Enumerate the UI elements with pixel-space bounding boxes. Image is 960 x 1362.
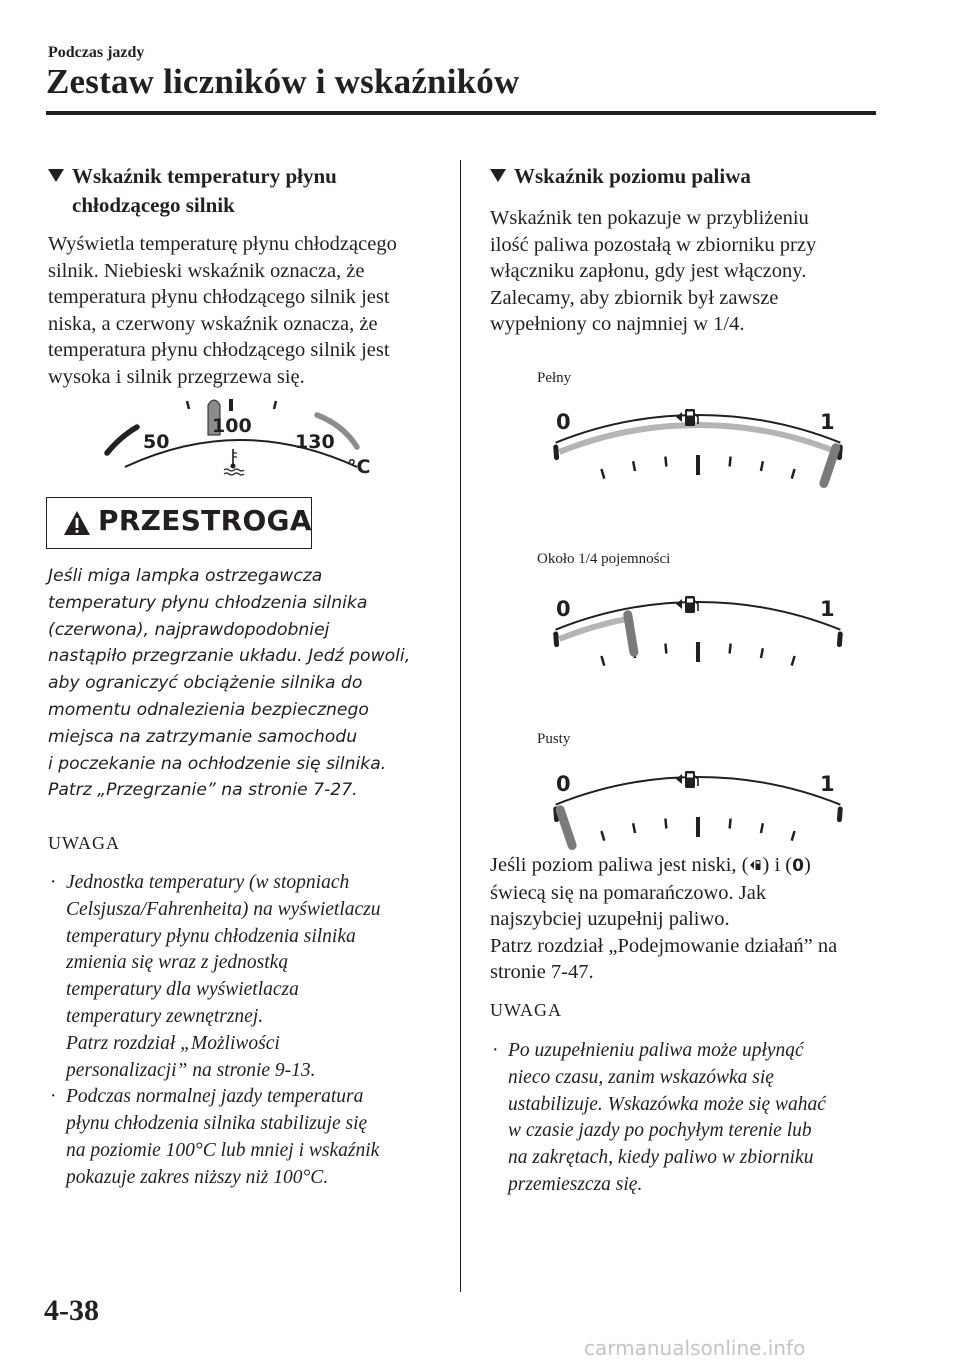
fuel-arrow-icon	[676, 412, 682, 422]
text-line: w czasie jazdy po pochyłym terenie lub	[508, 1120, 812, 1142]
fuel-pump-icon	[676, 771, 698, 788]
coolant-temperature-icon	[224, 449, 244, 475]
text-line: Zalecamy, aby zbiornik był zawsze	[490, 286, 779, 309]
warning-triangle-icon	[62, 509, 92, 537]
text-line: temperatury zewnętrznej.	[66, 1005, 264, 1027]
page-number: 4-38	[44, 1294, 99, 1327]
gauge-needle	[824, 448, 836, 484]
text-line: Wskaźnik ten pokazuje w przybliżeniu	[490, 207, 809, 229]
fuel-pump-icon	[676, 596, 698, 613]
gauge-label-130: 130	[295, 431, 335, 453]
fuel-gauge-caption: Pusty	[537, 731, 571, 747]
zero-mark: 0	[792, 856, 804, 876]
gauge-label-100: 100	[212, 415, 252, 437]
bullet: ·	[50, 1086, 57, 1108]
gauge-tick	[187, 401, 189, 409]
gauge-tick	[601, 469, 604, 479]
text-fragment: ) i (	[762, 854, 793, 876]
text-line: temperatura płynu chłodzącego silnik jest	[48, 339, 390, 362]
gauge-level-band	[559, 425, 836, 452]
fuel-gauge-empty	[548, 757, 848, 852]
gauge-tick	[665, 644, 666, 654]
note-item	[50, 1084, 460, 1191]
text-line: świecą się na pomarańczowo. Jak	[490, 881, 767, 904]
text-line: temperatury dla wyświetlacza	[66, 979, 299, 1001]
gauge-label-50: 50	[143, 431, 170, 453]
text-line: aby ograniczyć obciążenie silnika do	[48, 673, 363, 694]
bullet: ·	[492, 1040, 499, 1061]
gauge-unit: °C	[347, 456, 371, 478]
gauge-tick	[601, 831, 604, 841]
text-line: Po uzupełnieniu paliwa może upłynąć	[508, 1040, 804, 1061]
gauge-tick	[633, 823, 635, 833]
bullet: ·	[50, 872, 57, 893]
text-line: Patrz „Przegrzanie” na stronie 7-27.	[48, 780, 358, 801]
fuel-pump-window	[687, 412, 693, 416]
fuel-gauge-quarter	[548, 582, 848, 677]
text-line: nastąpiło przegrzanie układu. Jedź powoli,	[48, 646, 411, 667]
note-label: UWAGA	[490, 1000, 562, 1020]
gauge-label-full: 1	[820, 597, 835, 621]
text-line: personalizacji” na stronie 9-13.	[66, 1059, 316, 1081]
text-line: ilość paliwa pozostałą w zbiorniku przy	[490, 233, 817, 256]
text-line: pokazuje zakres niższy niż 100°C.	[66, 1166, 329, 1188]
gauge-end-mark	[556, 447, 557, 458]
chapter-title: Zestaw liczników i wskaźników	[46, 62, 520, 101]
low-fuel-text	[490, 852, 900, 986]
triangle-bullet-icon	[48, 169, 64, 182]
text-line: najszybciej uzupełnij paliwo.	[490, 908, 730, 931]
fuel-heading-text: Wskaźnik poziomu paliwa	[514, 164, 751, 188]
text-line: Wyświetla temperaturę płynu chłodzącego	[48, 233, 397, 255]
note-list	[492, 1038, 902, 1199]
gauge-tick	[665, 457, 666, 467]
note-item	[50, 870, 460, 1084]
gauge-label-empty: 0	[556, 597, 571, 621]
gauge-end-mark	[839, 809, 840, 820]
text-line: przemieszcza się.	[508, 1173, 643, 1195]
text-line: włączniku zapłonu, gdy jest włączony.	[490, 260, 807, 283]
text-line: Patrz rozdział „Możliwości	[66, 1032, 280, 1054]
text-line: silnik. Niebieski wskaźnik oznacza, że	[48, 259, 365, 282]
fuel-description	[490, 205, 890, 338]
text-line: na poziomie 100°C lub mniej i wskaźnik	[66, 1139, 380, 1161]
fuel-gauge-caption: Około 1/4 pojemności	[537, 551, 671, 567]
gauge-tick	[792, 831, 795, 841]
coolant-description	[48, 231, 458, 391]
gauge-label-empty: 0	[556, 410, 571, 434]
fuel-gauge-full	[548, 395, 848, 490]
note-label: UWAGA	[48, 833, 120, 853]
triangle-bullet-icon	[490, 169, 506, 182]
text-line: miejsca na zatrzymanie samochodu	[48, 726, 358, 747]
gauge-tick	[792, 656, 795, 666]
text-line: niska, a czerwony wskaźnik oznacza, że	[48, 312, 378, 335]
gauge-tick	[633, 461, 635, 471]
text-line: nieco czasu, zanim wskazówka się	[508, 1066, 774, 1088]
text-line: na zakrętach, kiedy paliwo w zbiorniku	[508, 1147, 814, 1169]
gauge-tick	[730, 457, 731, 467]
text-line: wypełniony co najmniej w 1/4.	[490, 313, 745, 336]
text-line: płynu chłodzenia silnika stabilizuje się	[66, 1113, 368, 1135]
text-line: Celsjusza/Fahrenheita) na wyświetlaczu	[66, 898, 381, 920]
caution-body	[48, 563, 458, 804]
text-line: i poczekanie na ochłodzenie się silnika.	[48, 753, 387, 774]
gauge-tick	[274, 401, 276, 409]
section-name: Podczas jazdy	[48, 44, 145, 61]
text-line: ustabilizuje. Wskazówka może się wahać	[508, 1093, 826, 1115]
text-line: temperatura płynu chłodzącego silnik jest	[48, 286, 390, 309]
header-rule	[46, 111, 876, 115]
gauge-cold-zone	[107, 427, 137, 453]
fuel-arrow-icon	[676, 599, 682, 609]
gauge-tick	[761, 823, 763, 833]
coolant-heading-line2: chłodzącego silnik	[72, 193, 235, 217]
text-line: wysoka i silnik przegrzewa się.	[48, 365, 305, 388]
text-line: zmienia się wraz z jednostką	[66, 952, 289, 974]
fuel-pump-window	[687, 774, 693, 778]
gauge-tick	[761, 461, 763, 471]
text-line: Jeśli miga lampka ostrzegawcza	[48, 566, 323, 586]
text-line: momentu odnalezienia bezpiecznego	[48, 699, 369, 720]
column-divider	[460, 160, 461, 1292]
gauge-tick	[761, 648, 763, 658]
gauge-end-mark	[556, 634, 557, 645]
gauge-tick	[792, 469, 795, 479]
fuel-pump-hose	[695, 601, 698, 611]
fuel-pump-hose	[695, 776, 698, 786]
fuel-arrow-icon	[676, 774, 682, 784]
fuel-gauge-caption: Pełny	[537, 370, 572, 386]
note-list	[50, 870, 460, 1192]
watermark: carmanualsonline.info	[584, 1336, 806, 1360]
coolant-heading-line1: Wskaźnik temperatury płynu	[72, 164, 337, 188]
gauge-label-full: 1	[820, 772, 835, 796]
gauge-tick	[665, 819, 666, 829]
text-line: Patrz rozdział „Podejmowanie działań” na	[490, 934, 838, 957]
fuel-pump-window	[687, 599, 693, 603]
gauge-tick	[730, 644, 731, 654]
gauge-tick	[601, 656, 604, 666]
gauge-level-band	[559, 619, 627, 639]
fuel-heading	[490, 162, 751, 191]
text-line: stronie 7-47.	[490, 961, 594, 984]
text-line: Jednostka temperatury (w stopniach	[66, 872, 350, 893]
caution-title: PRZESTROGA	[98, 504, 312, 537]
note-item	[492, 1038, 902, 1199]
text-line	[490, 852, 900, 880]
coolant-heading	[48, 162, 337, 220]
text-line: (czerwona), najprawdopodobniej	[48, 619, 330, 640]
text-fragment: Jeśli poziom paliwa jest niski, (	[490, 854, 749, 876]
gauge-end-mark	[839, 634, 840, 645]
text-line: Podczas normalnej jazdy temperatura	[66, 1086, 364, 1108]
gauge-label-full: 1	[820, 410, 835, 434]
gauge-label-empty: 0	[556, 772, 571, 796]
coolant-temperature-gauge	[95, 385, 385, 490]
gauge-needle	[560, 810, 572, 846]
text-line: temperatury płynu chłodzenia silnika	[48, 592, 368, 613]
gauge-needle	[628, 615, 634, 652]
text-line: temperatury płynu chłodzenia silnika	[66, 925, 356, 947]
text-fragment: )	[803, 854, 811, 876]
gauge-tick	[730, 819, 731, 829]
fuel-pump-icon	[749, 858, 763, 872]
